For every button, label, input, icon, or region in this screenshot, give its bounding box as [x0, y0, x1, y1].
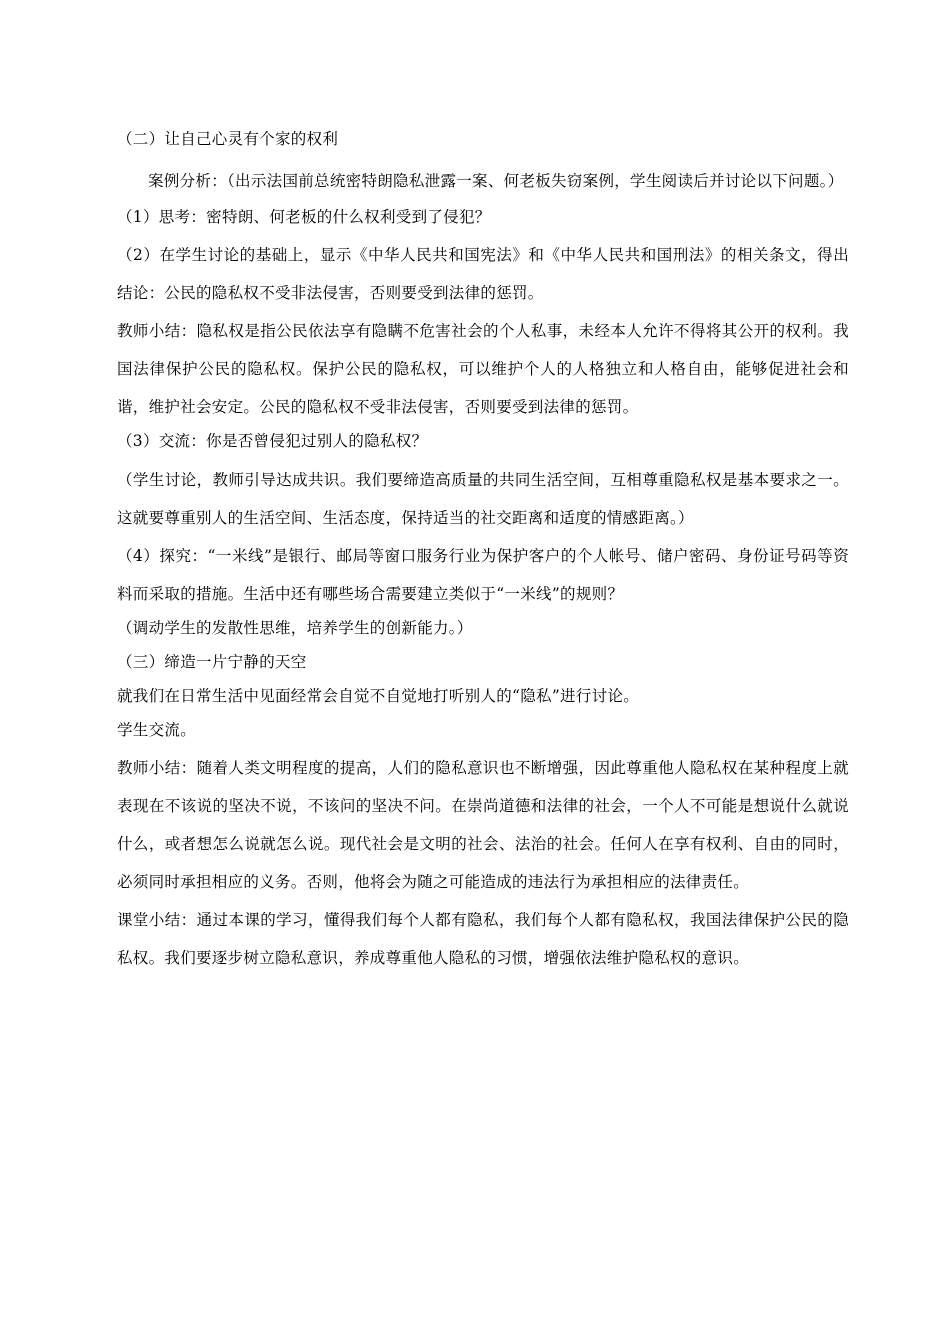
question-3-paragraph: （3）交流：你是否曾侵犯过别人的隐私权？ [117, 432, 428, 450]
case-analysis-paragraph: 案例分析：（出示法国前总统密特朗隐私泄露一案、何老板失窃案例，学生阅读后并讨论以下问题。） [148, 172, 844, 190]
class-summary-paragraph: 课堂小结：通过本课的学习，懂得我们每个人都有隐私，我们每个人都有隐私权，我国法律保护公民的隐私权。我们要逐步树立隐私意识，养成尊重他人隐私的习惯，增强依法维护隐私权的意识。 [117, 911, 849, 967]
question-4-paragraph: （4）探究：“一米线”是银行、邮局等窗口服务行业为保护客户的个人帐号、储户密码、身份证号码等资料而采取的措施。生活中还有哪些场合需要建立类似于“一米线”的规则？ [117, 547, 849, 603]
discussion-intro-paragraph: 就我们在日常生活中见面经常会自觉不自觉地打听别人的“隐私”进行讨论。 [117, 687, 640, 705]
teacher-summary-1-paragraph: 教师小结：隐私权是指公民依法享有隐瞒不危害社会的个人私事，未经本人允许不得将其公开的权利。我国法律保护公民的隐私权。保护公民的隐私权，可以维护个人的人格独立和人格自由，能够促进社会和谐，维护社会安定。公民的隐私权不受非法侵害，否则要受到法律的惩罚。 [117, 322, 849, 416]
teacher-summary-2-paragraph: 教师小结：随着人类文明程度的提高，人们的隐私意识也不断增强，因此尊重他人隐私权在某种程度上就表现在不该说的坚决不说，不该问的坚决不问。在崇尚道德和法律的社会，一个人不可能是想说什么就说什么，或者想怎么说就怎么说。现代社会是文明的社会、法治的社会。任何人在享有权利、自由的同时，必须同时承担相应的义务。否则，他将会为随之可能造成的违法行为承担相应的法律责任。 [117, 759, 849, 891]
thinking-note-paragraph: （调动学生的发散性思维，培养学生的创新能力。） [117, 619, 473, 637]
question-2-paragraph: （2）在学生讨论的基础上，显示《中华人民共和国宪法》和《中华人民共和国刑法》的相关条文，得出结论：公民的隐私权不受非法侵害，否则要受到法律的惩罚。 [117, 246, 849, 302]
section-heading-3: （三）缔造一片宁静的天空 [117, 653, 307, 671]
student-exchange-paragraph: 学生交流。 [117, 721, 197, 739]
section-heading-2: （二）让自己心灵有个家的权利 [117, 130, 339, 148]
discussion-note-paragraph: （学生讨论，教师引导达成共识。我们要缔造高质量的共同生活空间，互相尊重隐私权是基本要求之一。这就要尊重别人的生活空间、生活态度，保持适当的社交距离和适度的情感距离。） [117, 471, 849, 527]
document-body [117, 124, 849, 977]
question-1-paragraph: （1）思考：密特朗、何老板的什么权利受到了侵犯？ [117, 208, 491, 226]
